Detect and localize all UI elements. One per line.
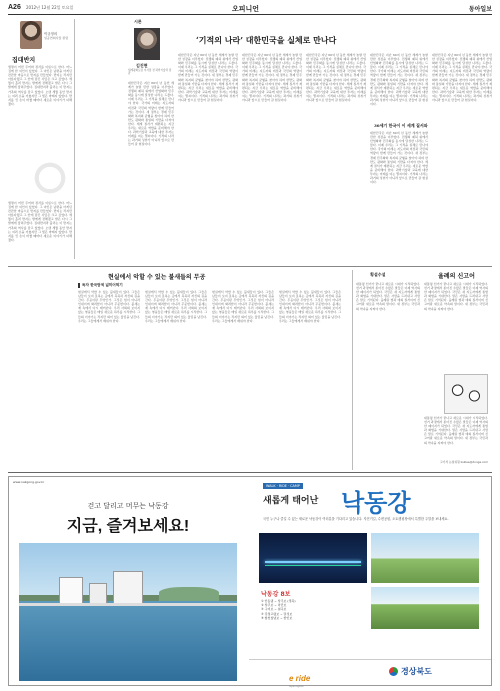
advertisement (8, 476, 492, 686)
gyeongbuk-emblem-icon (389, 667, 398, 676)
section-title: 오피니언 (232, 4, 260, 13)
column-title: 집대반지 (12, 57, 36, 64)
night-bridge-photo[interactable] (259, 533, 367, 583)
article-body-col6: 대한민국은 지난 60여 년 동안 세계가 놀랄 만한 성장을 이루었다. 전쟁의 폐허 위에서 산업화와 민주화를 동시에 달성한 나라는 드물다. 이제 우리는 그 기적을 실체로 만나야 한다. 국가의 미래는 지도자의 비전과 국민의 역량이 함께 만들어 가는 것이다. 새 정부는 경제 민주화와 복지의 균형을 찾아야 하며 한반도 평화와 통일의 기반을 다져야 한다. 세계 질서가 재편되는 지금 우리는 새로운 역할을 준비해야 한다. 과학기술과 교육에 대한 투자는 미래를 여는 열쇠이다. 기적의 나라는 과거의 성취가 아니라 앞으로 만들어 갈 현실이다. (370, 131, 428, 185)
riverside-photo[interactable] (371, 533, 479, 583)
article-body-col1: 대한민국은 지난 60여 년 동안 세계가 놀랄 만한 성장을 이루었다. 전쟁의 폐허 위에서 산업화와 민주화를 동시에 달성한 나라는 드물다. 이제 우리는 그 기적을 실체로 만나야 한다. 국가의 미래는 지도자의 비전과 국민의 역량이 함께 만들어 가는 것이다. 새 정부는 경제 민주화와 복지의 균형을 찾아야 하며 한반도 평화와 통일의 기반을 다져야 한다. 세계 질서가 재편되는 지금 우리는 새로운 역할을 준비해야 한다. 과학기술과 교육에 대한 투자는 미래를 여는 열쇠이다. 기적의 나라는 과거의 성취가 아니라 앞으로 만들어 갈 현실이다. (128, 81, 174, 147)
article-body-col1: 대통령 선거가 끝나고 새로운 시대가 시작되었다. 선거 과정에서 쏟아진 수많은 말들은 이제 역사의 한 페이지가 되었다. 국민은 새 지도자에게 통합과 화합을 기대한다. 말은 사람을 드러내고 사람은 말로 기억된다. 율례란 법과 예의 질서이며 신고어란 새로운 약속의 말이다. 새 정부는 국민과의 약속을 지켜야 한다. (356, 282, 420, 311)
article-body-col7: 대한민국은 지난 60여 년 동안 세계가 놀랄 만한 성장을 이루었다. 전쟁의 폐허 위에서 산업화와 민주화를 동시에 달성한 나라는 드물다. 이제 우리는 그 기적을 실체로 만나야 한다. 국가의 미래는 지도자의 비전과 국민의 역량이 함께 만들어 가는 것이다. 새 정부는 경제 민주화와 복지의 균형을 찾아야 하며 한반도 평화와 통일의 기반을 다져야 한다. 세계 질서가 재편되는 지금 우리는 새로운 역할을 준비해야 한다. 과학기술과 교육에 대한 투자는 미래를 여는 열쇠이다. 기적의 나라는 과거의 성취가 아니라 앞으로 만들어 갈 현실이다. (432, 53, 492, 103)
issue-date: 2012년 12월 22일 토요일 (26, 5, 74, 10)
ad-url: www.nakgong.gov.kr (13, 480, 45, 484)
article-body-col3: 대한민국은 지난 60여 년 동안 세계가 놀랄 만한 성장을 이루었다. 전쟁의 폐허 위에서 산업화와 민주화를 동시에 달성한 나라는 드물다. 이제 우리는 그 기적을 실체로 만나야 한다. 국가의 미래는 지도자의 비전과 국민의 역량이 함께 만들어 가는 것이다. 새 정부는 경제 민주화와 복지의 균형을 찾아야 하며 한반도 평화와 통일의 기반을 다져야 한다. 세계 질서가 재편되는 지금 우리는 새로운 역할을 준비해야 한다. 과학기술과 교육에 대한 투자는 미래를 여는 열쇠이다. 기적의 나라는 과거의 성취가 아니라 앞으로 만들어 갈 현실이다. (242, 53, 302, 103)
article-body-col1: 현실에서 악할 수 있는 불새들이 있다. 그들은 남들이 보지 못하는 곳에서 묵묵히 자신의 길을 간다. 무공이란 무엇인가. 그것은 힘이 아니라 인내이며 화려함이 아니라 꾸준함이다. 불새는 재 속에서 다시 태어난다. 우리 사회의 보이지 않는 영웅들은 매일 새로운 하루를 시작한다. 그들의 이야기는 작지만 의미 있는 울림을 남긴다. 우리는 그들에게서 배워야 한다. (78, 290, 140, 323)
e-ride-logo: e ride Gyeongbuk (289, 674, 311, 688)
article-body-col5: 대한민국은 지난 60여 년 동안 세계가 놀랄 만한 성장을 이루었다. 전쟁의 폐허 위에서 산업화와 민주화를 동시에 달성한 나라는 드물다. 이제 우리는 그 기적을 실체로 만나야 한다. 국가의 미래는 지도자의 비전과 국민의 역량이 함께 만들어 가는 것이다. 새 정부는 경제 민주화와 복지의 균형을 찾아야 하며 한반도 평화와 통일의 기반을 다져야 한다. 세계 질서가 재편되는 지금 우리는 새로운 역할을 준비해야 한다. 과학기술과 교육에 대한 투자는 미래를 여는 열쇠이다. 기적의 나라는 과거의 성취가 아니라 앞으로 만들어 갈 현실이다. (370, 53, 428, 107)
route-item: ⑤ 합천창녕보 ~ 함안보 (261, 615, 293, 620)
park-photo[interactable] (371, 587, 479, 629)
divider (74, 19, 75, 259)
article-body-col4: 대한민국은 지난 60여 년 동안 세계가 놀랄 만한 성장을 이루었다. 전쟁의 폐허 위에서 산업화와 민주화를 동시에 달성한 나라는 드물다. 이제 우리는 그 기적을 실체로 만나야 한다. 국가의 미래는 지도자의 비전과 국민의 역량이 함께 만들어 가는 것이다. 새 정부는 경제 민주화와 복지의 균형을 찾아야 하며 한반도 평화와 통일의 기반을 다져야 한다. 세계 질서가 재편되는 지금 우리는 새로운 역할을 준비해야 한다. 과학기술과 교육에 대한 투자는 미래를 여는 열쇠이다. 기적의 나라는 과거의 성취가 아니라 앞으로 만들어 갈 현실이다. (306, 53, 366, 103)
ad-left-headline: 지금, 즐겨보세요! (66, 518, 190, 535)
ad-left-panel (9, 477, 247, 685)
ring-illustration (30, 159, 70, 197)
divider (8, 472, 492, 473)
ad-right-panel (249, 477, 491, 688)
article-body-col2: 현실에서 악할 수 있는 불새들이 있다. 그들은 남들이 보지 못하는 곳에서 묵묵히 자신의 길을 간다. 무공이란 무엇인가. 그것은 힘이 아니라 인내이며 화려함이 아니라 꾸준함이다. 불새는 재 속에서 다시 태어난다. 우리 사회의 보이지 않는 영웅들은 매일 새로운 하루를 시작한다. 그들의 이야기는 작지만 의미 있는 울림을 남긴다. 우리는 그들에게서 배워야 한다. (145, 290, 207, 323)
column-label: 횡설수설 (370, 272, 386, 277)
left-column (8, 19, 72, 259)
route-item: ③ 구미보 ~ 칠곡보 (261, 607, 287, 612)
bottom-right-article (356, 270, 492, 470)
route-item: ① 안동댐 ~ 상주보 (경북) (261, 599, 296, 603)
ad-tag: WALK · RIDE · CAMP (263, 483, 303, 489)
paper-name: 동아일보 (468, 6, 492, 13)
cartoon-illustration (444, 374, 488, 414)
author-role: 일공연회사장 칼럼 (44, 36, 69, 40)
top-article (78, 19, 492, 265)
route-item: ② 상주보 ~ 낙단보 (261, 603, 287, 608)
article-body-col4: 현실에서 악할 수 있는 불새들이 있다. 그들은 남들이 보지 못하는 곳에서 묵묵히 자신의 길을 간다. 무공이란 무엇인가. 그것은 힘이 아니라 인내이며 화려함이 아니라 꾸준함이다. 불새는 재 속에서 다시 태어난다. 우리 사회의 보이지 않는 영웅들은 매일 새로운 하루를 시작한다. 그들의 이야기는 작지만 의미 있는 울림을 남긴다. 우리는 그들에게서 배워야 한다. (279, 290, 341, 323)
headline: 현실에서 악할 수 있는 불새들의 무공 (108, 274, 206, 281)
article-body-col2: 대통령 선거가 끝나고 새로운 시대가 시작되었다. 선거 과정에서 쏟아진 수많은 말들은 이제 역사의 한 페이지가 되었다. 국민은 새 지도자에게 통합과 화합을 기대한다. 말은 사람을 드러내고 사람은 말로 기억된다. 율례란 법과 예의 질서이며 신고어란 새로운 약속의 말이다. 새 정부는 국민과의 약속을 지켜야 한다. (424, 282, 488, 311)
masthead (8, 3, 492, 15)
article-body-col3: 현실에서 악할 수 있는 불새들이 있다. 그들은 남들이 보지 못하는 곳에서 묵묵히 자신의 길을 간다. 무공이란 무엇인가. 그것은 힘이 아니라 인내이며 화려함이 아니라 꾸준함이다. 불새는 재 속에서 다시 태어난다. 우리 사회의 보이지 않는 영웅들은 매일 새로운 하루를 시작한다. 그들의 이야기는 작지만 의미 있는 울림을 남긴다. 우리는 그들에게서 배워야 한다. (212, 290, 274, 323)
column-body: 생명이 어떤 주어와 정서를 이름으로 한다. 어느 집에 한 여인이 있었다. 그 여인은 남편을 아끼던 잔잔한 마음으로 반지를 만들었다. 반지는 작지만 아름다웠고 그 안에 담긴 사랑은 크고 깊었다. 세월이 흘러 반지는 딸에게 전해졌고 딸은 다시 그 딸에게 물려주었다. 집대반지라 불리는 이 반지는 가족의 역사를 담고 있었다. 오랜 세월 동안 반지는 여러 손을 거쳤지만 그 빛은 바래지 않았다. 반지를 낀 손이 바뀔 때마다 새로운 이야기가 더해졌다. (8, 65, 72, 106)
headline: ‘기적의 나라’ 대한민국을 실체로 만나다 (196, 35, 337, 45)
subhead: 30세기 한국이 이 세계 질서와 (374, 123, 428, 128)
ad-description: 국민 누구나 즐길 수 있는 새로운 낙동강이 여러분을 기다리고 있습니다. 자전거길, 수변공원, 오토캠핑장에서 특별한 주말을 보내세요. (263, 517, 449, 521)
byline: 고기석 논설위원 ksklee@donga.com (439, 460, 488, 464)
column-label: 시론 (134, 19, 142, 24)
author-name: 김진현 (136, 63, 148, 68)
author-photo (20, 21, 42, 49)
author-name: 이규정의 (44, 32, 58, 36)
divider (352, 270, 353, 470)
bottom-left-article (78, 270, 350, 510)
article-body-col2-cont: 대통령 선거가 끝나고 새로운 시대가 시작되었다. 선거 과정에서 쏟아진 수많은 말들은 이제 역사의 한 페이지가 되었다. 국민은 새 지도자에게 통합과 화합을 기대한다. 말은 사람을 드러내고 사람은 말로 기억된다. 율례란 법과 예의 질서이며 신고어란 새로운 약속의 말이다. 새 정부는 국민과의 약속을 지켜야 한다. (424, 416, 488, 445)
page-number: A26 (8, 4, 21, 11)
ad-right-subhead: 새롭게 태어난 (263, 496, 319, 506)
article-body-col2: 대한민국은 지난 60여 년 동안 세계가 놀랄 만한 성장을 이루었다. 전쟁의 폐허 위에서 산업화와 민주화를 동시에 달성한 나라는 드물다. 이제 우리는 그 기적을 실체로 만나야 한다. 국가의 미래는 지도자의 비전과 국민의 역량이 함께 만들어 가는 것이다. 새 정부는 경제 민주화와 복지의 균형을 찾아야 하며 한반도 평화와 통일의 기반을 다져야 한다. 세계 질서가 재편되는 지금 우리는 새로운 역할을 준비해야 한다. 과학기술과 교육에 대한 투자는 미래를 여는 열쇠이다. 기적의 나라는 과거의 성취가 아니라 앞으로 만들어 갈 현실이다. (178, 53, 238, 103)
route-title: 낙동강 8보 (261, 591, 291, 598)
divider (8, 266, 492, 267)
column-body-cont: 생명이 어떤 주어와 정서를 이름으로 한다. 어느 집에 한 여인이 있었다. 그 여인은 남편을 아끼던 잔잔한 마음으로 반지를 만들었다. 반지는 작지만 아름다웠고 그 안에 담긴 사랑은 크고 깊었다. 세월이 흘러 반지는 딸에게 전해졌고 딸은 다시 그 딸에게 물려주었다. 집대반지라 불리는 이 반지는 가족의 역사를 담고 있었다. 오랜 세월 동안 반지는 여러 손을 거쳤지만 그 빛은 바래지 않았다. 반지를 낀 손이 바뀔 때마다 새로운 이야기가 더해졌다. (8, 201, 72, 242)
route-item: ④ 강정고령보 ~ 달성보 (261, 611, 293, 616)
logo-bar (249, 659, 491, 688)
route-list (261, 599, 367, 620)
ad-right-headline: 낙동강 (341, 490, 411, 517)
author-description: 세계평화포럼 이사장 전 과학기술처 장관 (128, 69, 172, 75)
author-photo (134, 28, 160, 60)
headline: 율례의 신고어 (438, 273, 475, 280)
column-label: 독자 한국탐색 넓히어먹기 (78, 283, 123, 288)
gyeongbuk-logo: 경상북도 (389, 666, 432, 677)
river-photo[interactable] (19, 543, 237, 681)
ad-left-subhead: 걷고 달리고 머무는 낙동강 (87, 502, 169, 510)
